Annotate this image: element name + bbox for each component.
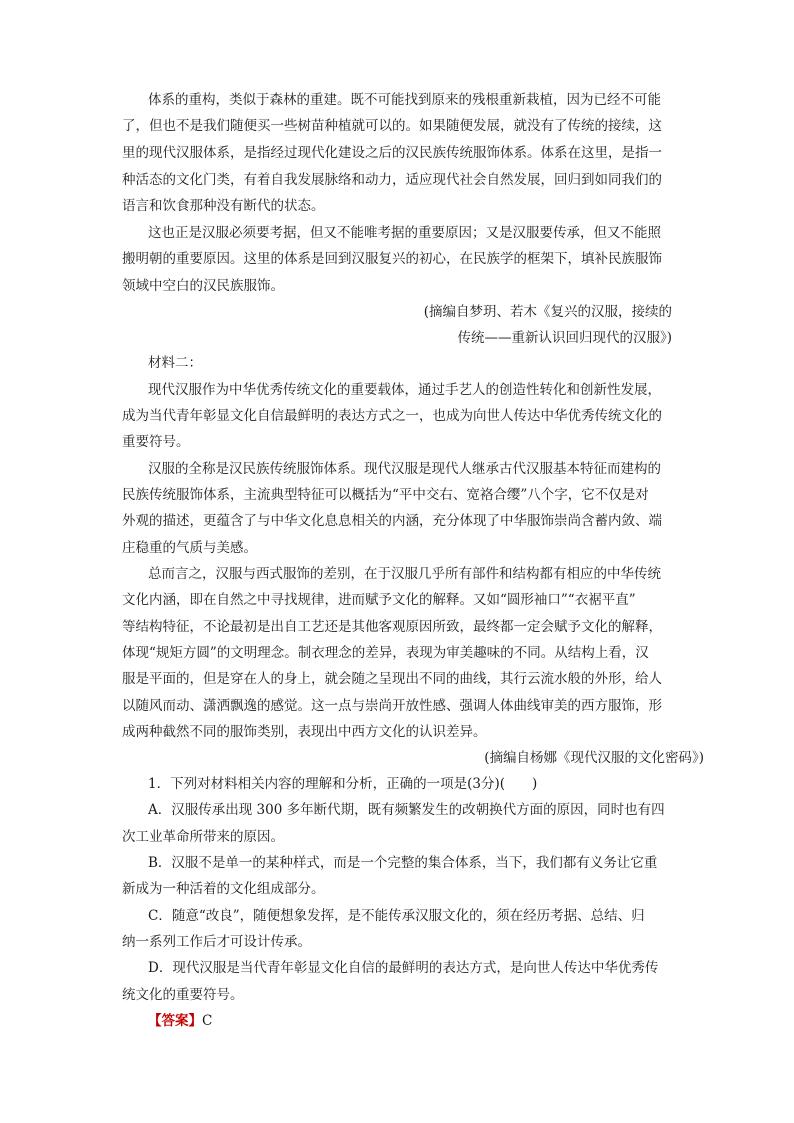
option-b-cont: 新成为一种活着的文化组成部分。 bbox=[122, 881, 325, 897]
source-citation: (摘编自杨娜《现代汉服的文化密码》) bbox=[484, 750, 704, 766]
text-line: 种活态的文化门类，有着自我发展脉络和动力，适应现代社会自然发展，回归到如同我们的 bbox=[122, 172, 662, 188]
text-line: 民族传统服饰体系，主流典型特征可以概括为“平中交右、宽袼合缨”八个字，它不仅是对 bbox=[122, 487, 649, 503]
text-line: 总而言之，汉服与西式服饰的差别，在于汉服几乎所有部件和结构都有相应的中华传统 bbox=[148, 566, 661, 582]
text-line: 外观的描述，更蕴含了与中华文化息息相关的内涵，充分体现了中华服饰崇尚含蓄内敛、端 bbox=[122, 513, 662, 529]
text-line: 文化内涵，即在自然之中寻找规律，进而赋予文化的解释。又如“圆形袖口”“衣裾平直” bbox=[122, 592, 636, 608]
text-line: 了，但也不是我们随便买一些树苗种植就可以的。如果随便发展，就没有了传统的接续，这 bbox=[122, 118, 662, 134]
option-d-cont: 统文化的重要符号。 bbox=[122, 987, 244, 1003]
text-line: 以随风而动、潇洒飘逸的感觉。这一点与崇尚开放性感、强调人体曲线审美的西方服饰，形 bbox=[122, 698, 662, 714]
text-line: 这也正是汉服必须要考据，但又不能唯考据的重要原因；又是汉服要传承，但又不能照 bbox=[148, 225, 661, 241]
source-citation: 传统——重新认识回归现代的汉服》) bbox=[457, 330, 672, 346]
text-line: 搬明朝的重要原因。这里的体系是回到汉服复兴的初心，在民族学的框架下，填补民族服饰 bbox=[122, 251, 662, 267]
option-a: A．汉服传承出现 300 多年断代期，既有频繁发生的改朝换代方面的原因，同时也有四 bbox=[148, 802, 665, 818]
text-line: 服是平面的，但是穿在人的身上，就会随之呈现出不同的曲线，其行云流水般的外形，给人 bbox=[122, 671, 662, 687]
option-a-cont: 次工业革命所带来的原因。 bbox=[122, 829, 284, 845]
text-line: 庄稳重的气质与美感。 bbox=[122, 540, 257, 556]
text-line: 成两种截然不同的服饰类别，表现出中西方文化的认识差异。 bbox=[122, 724, 487, 740]
text-line: 体系的重构，类似于森林的重建。既不可能找到原来的残根重新栽植，因为已经不可能 bbox=[148, 92, 661, 108]
text-line: 语言和饮食那种没有断代的状态。 bbox=[122, 198, 325, 214]
answer-label: 【答案】 bbox=[148, 1013, 202, 1029]
option-c: C．随意“改良”，随便想象发挥，是不能传承汉服文化的，须在经历考据、总结、归 bbox=[148, 908, 645, 924]
source-citation: (摘编自梦玥、若木《复兴的汉服，接续的 bbox=[423, 304, 672, 320]
text-line: 领域中空白的汉民族服饰。 bbox=[122, 278, 284, 294]
question-stem: 1．下列对材料相关内容的理解和分析，正确的一项是(3分)( ) bbox=[148, 776, 538, 792]
text-line: 里的现代汉服体系，是指经过现代化建设之后的汉民族传统服饰体系。体系在这里，是指一 bbox=[122, 145, 662, 161]
text-line: 等结构特征，不论最初是出自工艺还是其他客观原因所致，最终都一定会赋予文化的解释， bbox=[122, 619, 662, 635]
text-line: 现代汉服作为中华优秀传统文化的重要载体，通过手艺人的创造性转化和创新性发展， bbox=[148, 382, 661, 398]
answer-line bbox=[148, 1012, 212, 1030]
text-line: 成为当代青年彰显文化自信最鲜明的表达方式之一，也成为向世人传达中华优秀传统文化的 bbox=[122, 408, 662, 424]
option-d: D．现代汉服是当代青年彰显文化自信的最鲜明的表达方式，是向世人传达中华优秀传 bbox=[148, 960, 659, 976]
text-line: 重要符号。 bbox=[122, 434, 190, 450]
text-line: 体现“规矩方圆”的文明理念。制衣理念的差异，表现为审美趣味的不同。从结构上看，汉 bbox=[122, 645, 649, 661]
section-heading: 材料二： bbox=[148, 355, 202, 371]
option-b: B．汉服不是单一的某种样式，而是一个完整的集合体系，当下，我们都有义务让它重 bbox=[148, 855, 658, 871]
text-line: 汉服的全称是汉民族传统服饰体系。现代汉服是现代人继承古代汉服基本特征而建构的 bbox=[148, 461, 661, 477]
option-c-cont: 纳一系列工作后才可设计传承。 bbox=[122, 934, 311, 950]
answer-value: C bbox=[202, 1013, 213, 1029]
